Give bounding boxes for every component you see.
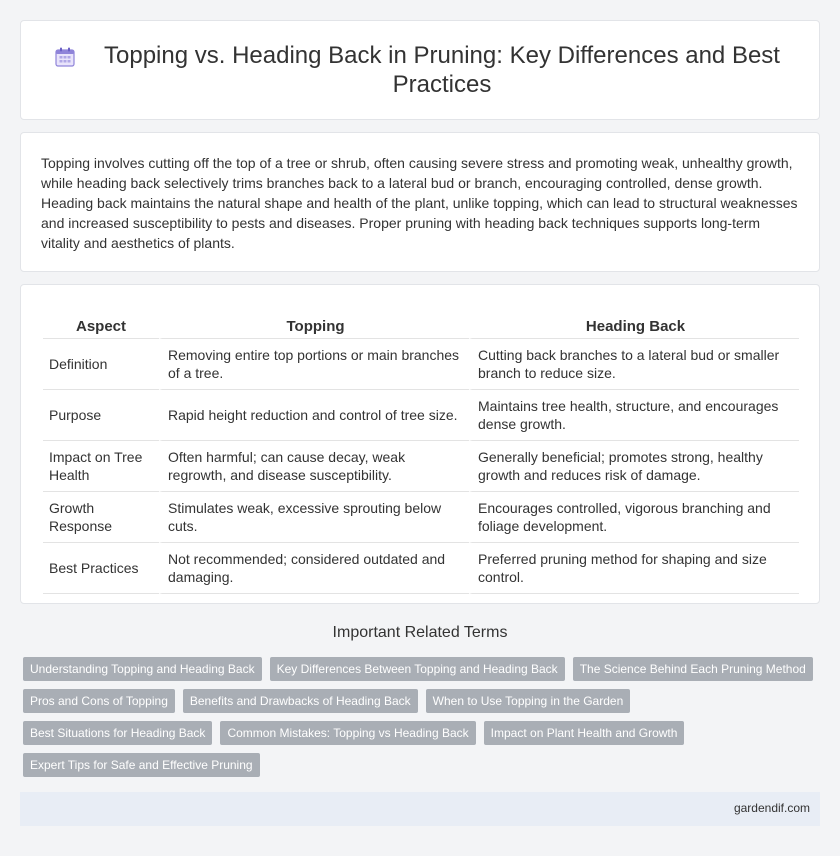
cell-topping: Stimulates weak, excessive sprouting below cuts. bbox=[159, 492, 469, 543]
related-tag[interactable]: Key Differences Between Topping and Heading Back bbox=[270, 657, 565, 681]
cell-aspect: Impact on Tree Health bbox=[43, 441, 159, 492]
table-row bbox=[43, 492, 799, 543]
related-tag[interactable]: Understanding Topping and Heading Back bbox=[23, 657, 262, 681]
table-row bbox=[43, 339, 799, 390]
cell-heading-back: Encourages controlled, vigorous branching and foliage development. bbox=[469, 492, 799, 543]
table-row bbox=[43, 390, 799, 441]
cell-heading-back: Generally beneficial; promotes strong, healthy growth and reduces risk of damage. bbox=[469, 441, 799, 492]
header-heading-back: Heading Back bbox=[469, 315, 799, 339]
related-tag[interactable]: Pros and Cons of Topping bbox=[23, 689, 175, 713]
related-tag[interactable]: Benefits and Drawbacks of Heading Back bbox=[183, 689, 418, 713]
cell-aspect: Best Practices bbox=[43, 543, 159, 594]
related-tag[interactable]: Impact on Plant Health and Growth bbox=[484, 721, 685, 745]
cell-topping: Rapid height reduction and control of tree size. bbox=[159, 390, 469, 441]
cell-topping: Not recommended; considered outdated and damaging. bbox=[159, 543, 469, 594]
title-wrap bbox=[40, 41, 800, 99]
related-tag[interactable]: The Science Behind Each Pruning Method bbox=[573, 657, 813, 681]
related-tag[interactable]: Common Mistakes: Topping vs Heading Back bbox=[220, 721, 475, 745]
page-title: Topping vs. Heading Back in Pruning: Key Differences and Best Practices bbox=[104, 42, 780, 98]
cell-aspect: Growth Response bbox=[43, 492, 159, 543]
related-tag[interactable]: Best Situations for Heading Back bbox=[23, 721, 212, 745]
related-tag[interactable]: Expert Tips for Safe and Effective Pruning bbox=[23, 753, 260, 777]
footer-site-link[interactable]: gardendif.com bbox=[733, 801, 810, 815]
comparison-table bbox=[43, 315, 799, 594]
footer bbox=[20, 792, 820, 826]
cell-heading-back: Maintains tree health, structure, and encourages dense growth. bbox=[469, 390, 799, 441]
related-terms-title: Important Related Terms bbox=[332, 624, 508, 641]
related-tags bbox=[23, 657, 823, 785]
cell-aspect: Purpose bbox=[43, 390, 159, 441]
comparison-card bbox=[20, 284, 820, 604]
intro-text: Topping involves cutting off the top of a tree or shrub, often causing severe stress and promoting weak, unhealthy growth, while heading back selectively trims branches back to a lateral bud or branch, encouraging controlled, dense growth. Heading back maintains the natural shape and health of the plant, unlike topping, which can lead to structural weaknesses and increased susceptibility to pests and diseases. Proper pruning with heading back techniques supports long-term vitality and aesthetics of plants. bbox=[41, 155, 798, 251]
table-header-row bbox=[43, 315, 799, 339]
cell-heading-back: Preferred pruning method for shaping and size control. bbox=[469, 543, 799, 594]
table-row bbox=[43, 441, 799, 492]
cell-topping: Removing entire top portions or main branches of a tree. bbox=[159, 339, 469, 390]
header-topping: Topping bbox=[159, 315, 469, 339]
header-card bbox=[20, 20, 820, 120]
table-row bbox=[43, 543, 799, 594]
cell-heading-back: Cutting back branches to a lateral bud or smaller branch to reduce size. bbox=[469, 339, 799, 390]
cell-topping: Often harmful; can cause decay, weak regrowth, and disease susceptibility. bbox=[159, 441, 469, 492]
calendar-icon bbox=[53, 45, 77, 69]
intro-card bbox=[20, 132, 820, 272]
cell-aspect: Definition bbox=[43, 339, 159, 390]
related-tag[interactable]: When to Use Topping in the Garden bbox=[426, 689, 631, 713]
header-aspect: Aspect bbox=[43, 315, 159, 339]
